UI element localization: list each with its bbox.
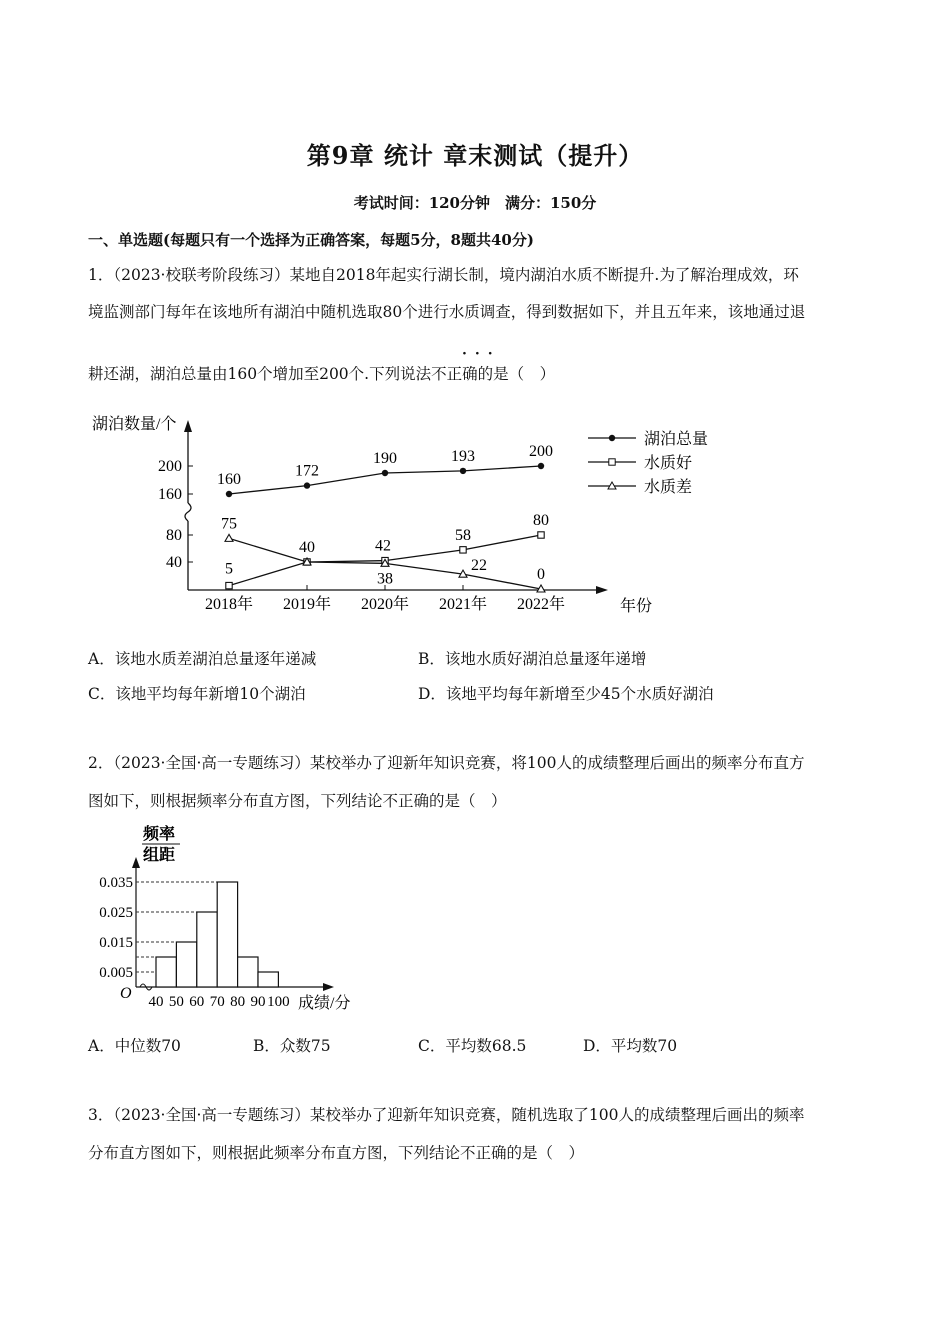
q1-option-c[interactable]: C．该地平均每年新增10个湖泊 bbox=[88, 685, 306, 703]
data-label: 193 bbox=[451, 447, 475, 465]
q3-text-line2: 分布直方图如下，则根据此频率分布直方图，下列结论不正确的是（ ） bbox=[88, 1144, 585, 1162]
y-tick-label: 40 bbox=[166, 554, 182, 571]
histogram-bar bbox=[238, 957, 258, 987]
legend-marker bbox=[609, 459, 615, 465]
x-tick-label: 2021年 bbox=[438, 596, 488, 613]
y-tick-label: 80 bbox=[166, 527, 182, 544]
x-axis-arrow bbox=[323, 983, 334, 991]
x-tick-label: 90 bbox=[250, 994, 266, 1010]
y-tick-label: 0.035 bbox=[99, 875, 133, 891]
point-good bbox=[226, 582, 232, 588]
q2-option-d[interactable]: D．平均数70 bbox=[583, 1037, 678, 1055]
histogram-bar bbox=[197, 912, 217, 987]
chart1-axes bbox=[92, 415, 652, 615]
q1-option-a[interactable]: A．该地水质差湖泊总量逐年递减 bbox=[88, 650, 317, 668]
q2-option-c[interactable]: C．平均数68.5 bbox=[418, 1037, 527, 1055]
histogram-bar bbox=[176, 942, 196, 987]
exam-info: 考试时间：120分钟 满分：150分 bbox=[353, 194, 597, 212]
x-tick-label: 100 bbox=[267, 994, 290, 1010]
y-label-bottom: 组距 bbox=[143, 847, 176, 864]
q3-text-line1: 3．（2023·全国·高一专题练习）某校举办了迎新年知识竞赛，随机选取了100人的成绩整理后画出的频率 bbox=[88, 1106, 805, 1124]
point-total bbox=[382, 470, 388, 476]
point-total bbox=[226, 491, 232, 497]
legend-label: 水质好 bbox=[644, 455, 693, 472]
q1-text-line2: 境监测部门每年在该地所有湖泊中随机选取80个进行水质调查，得到数据如下，并且五年来，该地通过退 bbox=[88, 303, 806, 321]
lake-line-chart bbox=[88, 408, 748, 628]
data-label: 42 bbox=[375, 537, 391, 555]
x-tick-label: 2020年 bbox=[360, 596, 410, 613]
data-label: 5 bbox=[225, 560, 233, 578]
x-axis-label: 年份 bbox=[620, 598, 653, 615]
x-tick-label: 80 bbox=[230, 994, 246, 1010]
origin-label: O bbox=[120, 985, 132, 1002]
x-tick-label: 2018年 bbox=[204, 596, 254, 613]
q1-option-d[interactable]: D．该地平均每年新增至少45个水质好湖泊 bbox=[418, 685, 714, 703]
x-axis-label: 成绩/分 bbox=[298, 995, 351, 1012]
histogram-bar bbox=[156, 957, 176, 987]
q1-text-line1: 1．（2023·校联考阶段练习）某地自2018年起实行湖长制，境内湖泊水质不断提升.为了解治理成效，环 bbox=[88, 266, 799, 284]
histogram-bar bbox=[258, 972, 278, 987]
x-tick-label: 40 bbox=[148, 994, 164, 1010]
q2-text-line2: 图如下，则根据频率分布直方图，下列结论不正确的是（ ） bbox=[88, 792, 507, 810]
x-tick-label: 70 bbox=[209, 994, 225, 1010]
point-total bbox=[538, 463, 544, 469]
y-axis-label: 湖泊数量/个 bbox=[92, 416, 177, 433]
data-label: 172 bbox=[295, 462, 319, 480]
point-good bbox=[460, 547, 466, 553]
data-label: 200 bbox=[529, 443, 553, 460]
data-label: 75 bbox=[221, 515, 237, 533]
data-label: 38 bbox=[377, 570, 393, 588]
point-total bbox=[460, 468, 466, 474]
emphasis-dots: ··· bbox=[462, 346, 501, 362]
page-title: 第9章 统计 章末测试（提升） bbox=[306, 141, 644, 170]
y-tick-label: 0.015 bbox=[99, 935, 133, 951]
y-tick-label: 200 bbox=[158, 458, 182, 475]
data-label: 0 bbox=[537, 566, 545, 583]
q2-option-b[interactable]: B．众数75 bbox=[253, 1037, 331, 1055]
y-axis-break bbox=[185, 503, 191, 521]
section-heading: 一、单选题(每题只有一个选择为正确答案，每题5分，8题共40分) bbox=[88, 231, 534, 249]
y-axis-arrow bbox=[132, 857, 140, 868]
x-tick-label: 2022年 bbox=[516, 596, 566, 613]
data-label: 40 bbox=[299, 539, 315, 556]
legend-label: 湖泊总量 bbox=[644, 431, 709, 448]
data-label: 160 bbox=[217, 471, 241, 488]
y-axis-arrow bbox=[184, 420, 192, 432]
chart1-series bbox=[217, 443, 553, 592]
q2-option-a[interactable]: A．中位数70 bbox=[88, 1037, 181, 1055]
data-label: 80 bbox=[533, 512, 549, 529]
point-good bbox=[538, 532, 544, 538]
point-poor bbox=[225, 534, 233, 541]
x-tick-label: 50 bbox=[168, 994, 184, 1010]
q1-text-line3: 耕还湖，湖泊总量由160个增加至200个.下列说法不正确的是（ ） bbox=[88, 365, 556, 383]
point-total bbox=[304, 482, 310, 488]
legend-label: 水质差 bbox=[644, 479, 693, 496]
q2-text-line1: 2．（2023·全国·高一专题练习）某校举办了迎新年知识竞赛，将100人的成绩整理后画出的频率分布直方 bbox=[88, 754, 805, 772]
y-tick-label: 0.005 bbox=[99, 965, 133, 981]
y-label-top: 频率 bbox=[143, 826, 176, 843]
histogram-bar bbox=[217, 882, 237, 987]
x-tick-label: 60 bbox=[189, 994, 205, 1010]
data-label: 190 bbox=[373, 450, 397, 467]
q1-option-b[interactable]: B．该地水质好湖泊总量逐年递增 bbox=[418, 650, 647, 668]
x-tick-label: 2019年 bbox=[282, 596, 332, 613]
x-axis-arrow bbox=[596, 586, 608, 594]
frequency-histogram bbox=[88, 822, 378, 1012]
data-label: 58 bbox=[455, 526, 471, 544]
y-tick-label: 0.025 bbox=[99, 905, 133, 921]
data-label: 22 bbox=[471, 557, 487, 575]
chart2-bars bbox=[156, 882, 278, 987]
chart1-legend bbox=[588, 430, 708, 496]
legend-marker bbox=[609, 435, 615, 441]
y-tick-label: 160 bbox=[158, 486, 182, 503]
